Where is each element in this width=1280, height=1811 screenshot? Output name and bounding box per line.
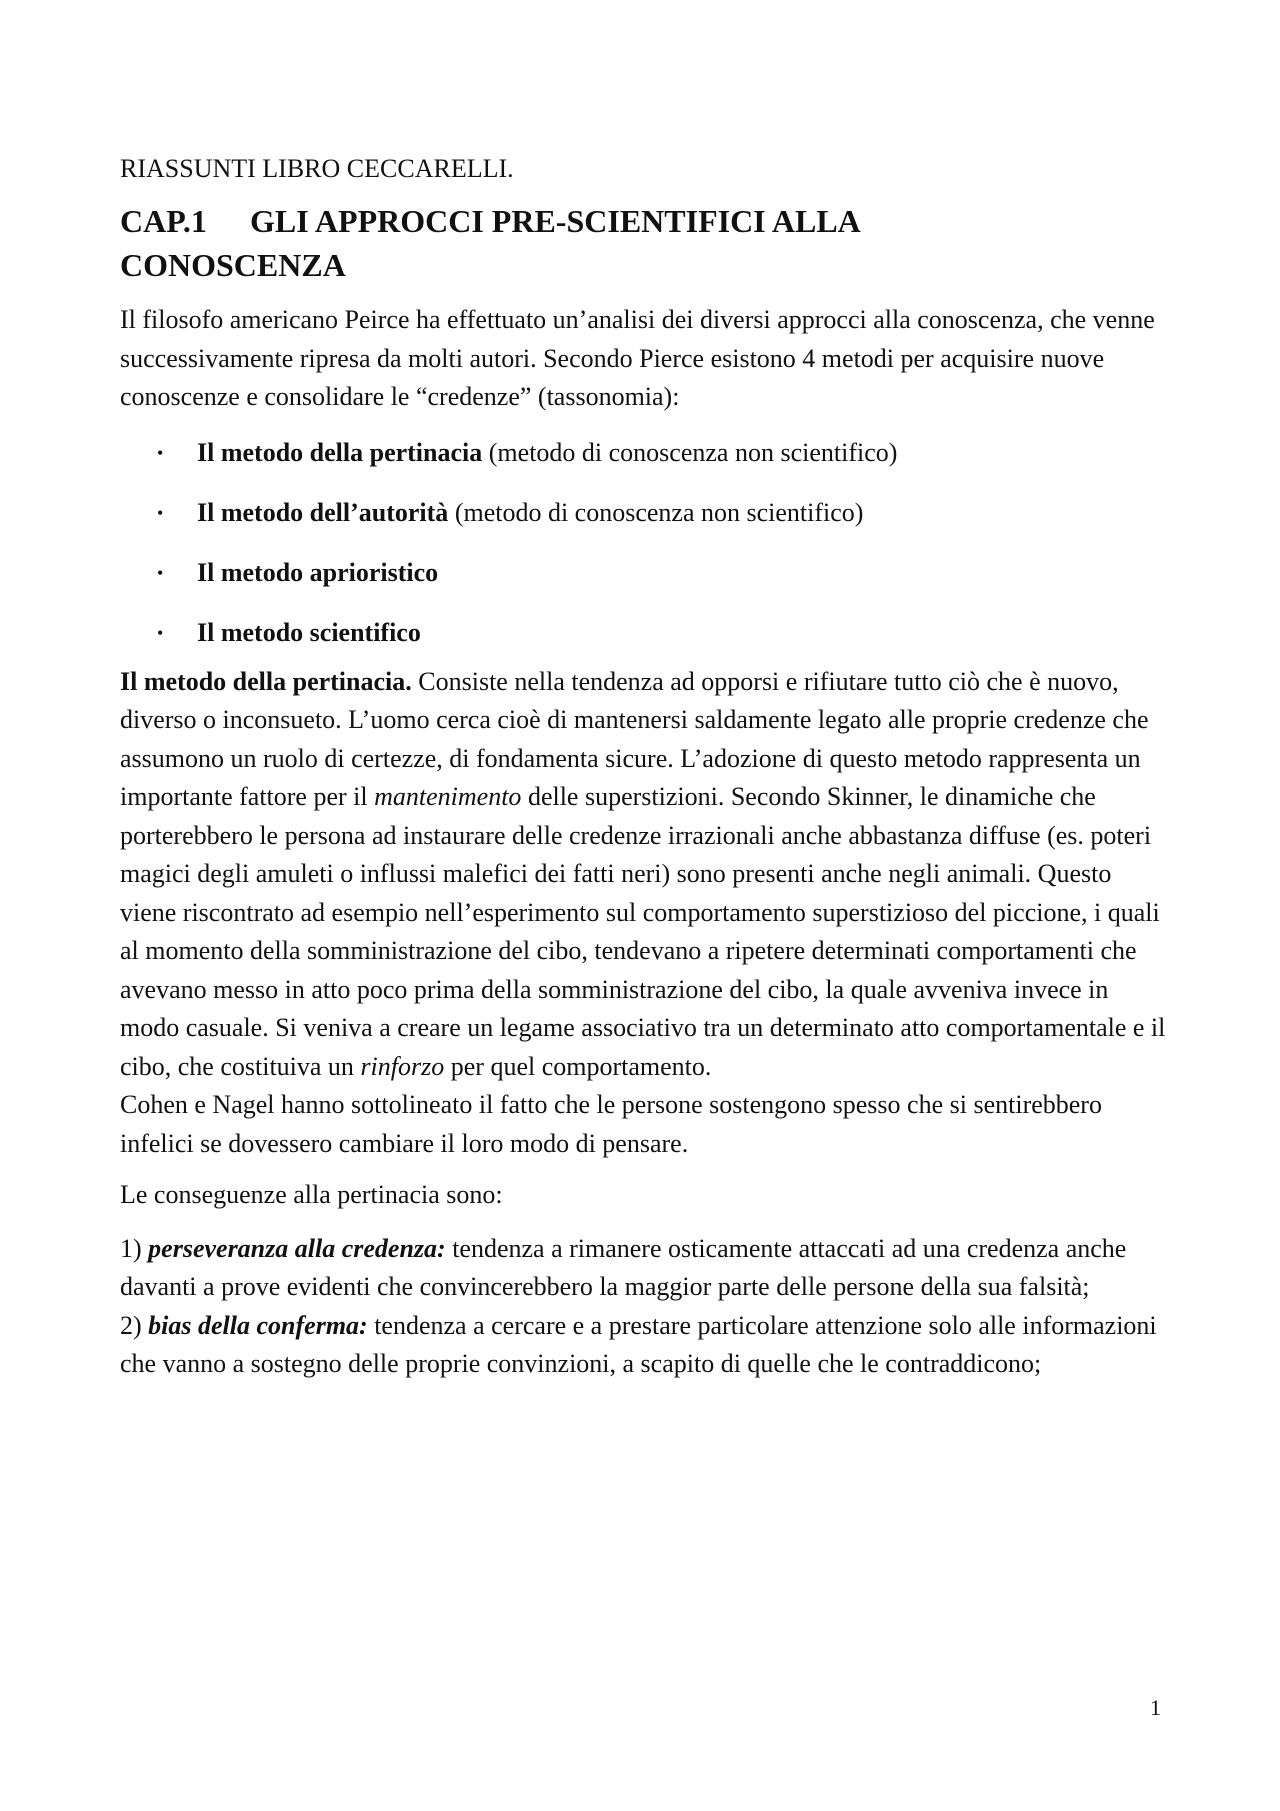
pertinacia-text-1: Consiste nella tendenza ad opporsi e rifiutare tutto ciò che è nuovo, diverso o inconsueto. L’uomo cerca cioè di mantenersi saldamente legato alle proprie credenze che assumono un ruolo di certezze, di fondamenta sicure. L’adozione di questo metodo rappresenta un importante fattore per il: [120, 666, 1149, 811]
consequence-number: 1): [120, 1233, 149, 1263]
pertinacia-heading: Il metodo della pertinacia.: [120, 666, 412, 696]
method-name: Il metodo della pertinacia: [197, 437, 483, 467]
page-number: 1: [1150, 1695, 1161, 1720]
chapter-heading: [120, 199, 1170, 287]
consequence-number: 2): [120, 1310, 149, 1340]
consequence-text: tendenza a cercare e a prestare particolare attenzione solo alle informazioni che vanno a sostegno delle proprie convinzioni, a scapito di quelle che le contraddicono;: [120, 1310, 1157, 1378]
chapter-number: CAP.1: [120, 203, 207, 239]
list-item: [120, 494, 1170, 532]
chapter-title-line1: GLI APPROCCI PRE-SCIENTIFICI ALLA: [250, 203, 861, 239]
consequence-text: tendenza a rimanere osticamente attaccati ad una credenza anche davanti a prove evidenti che convincerebbero la maggior parte delle persone della sua falsità;: [120, 1233, 1127, 1301]
method-name: Il metodo dell’autorità: [197, 497, 449, 527]
pertinacia-text-3: per quel comportamento.: [444, 1051, 712, 1081]
list-item: [120, 554, 1170, 592]
list-item: [120, 614, 1170, 652]
method-note: (metodo di conoscenza non scientifico): [482, 437, 898, 467]
list-item: [120, 434, 1170, 472]
method-note: (metodo di conoscenza non scientifico): [448, 497, 864, 527]
cohen-nagel-paragraph: Cohen e Nagel hanno sottolineato il fatto che le persone sostengono spesso che si sentirebbero infelici se dovessero cambiare il loro modo di pensare.: [120, 1090, 1102, 1158]
pertinacia-italic-2: rinforzo: [360, 1051, 445, 1081]
methods-list: [120, 434, 1170, 652]
bullet-icon: •: [157, 622, 164, 643]
consequences-intro: Le conseguenze alla pertinacia sono:: [120, 1180, 503, 1209]
pertinacia-italic-1: mantenimento: [374, 782, 522, 811]
bullet-icon: •: [157, 502, 164, 523]
consequence-term: bias della conferma:: [148, 1310, 368, 1340]
method-name: Il metodo scientifico: [197, 617, 421, 647]
document-title: RIASSUNTI LIBRO CECCARELLI.: [120, 154, 514, 183]
intro-paragraph: Il filosofo americano Peirce ha effettuato un’analisi dei diversi approcci alla conoscenza, che venne successivamente ripresa da molti autori. Secondo Pierce esistono 4 metodi per acquisire nuove conoscenze e consolidare le “credenze” (tassonomia):: [120, 305, 1155, 411]
bullet-icon: •: [157, 442, 164, 463]
pertinacia-text-2: delle superstizioni. Secondo Skinner, le dinamiche che porterebbero le persona ad instaurare delle credenze irrazionali anche abbastanza diffuse (es. poteri magici degli amuleti o influssi malefici dei fatti neri) sono presenti anche negli animali. Questo viene riscontrato ad esempio nell’esperimento sul comportamento superstizioso del piccione, i quali al momento della somministrazione del cibo, tendevano a ripetere determinati comportamenti che avevano messo in atto poco prima della somministrazione del cibo, la quale avveniva invece in modo casuale. Si veniva a creare un legame associativo tra un determinato atto comportamentale e il cibo, che costituiva un: [120, 782, 1166, 1081]
method-name: Il metodo aprioristico: [197, 557, 439, 587]
consequence-term: perseveranza alla credenza:: [148, 1233, 446, 1263]
consequence-item: [120, 1307, 1170, 1384]
consequence-item: [120, 1230, 1170, 1307]
chapter-title-line2: CONOSCENZA: [120, 247, 346, 283]
pertinacia-paragraph: [120, 663, 1170, 1087]
bullet-icon: •: [157, 562, 164, 583]
page-content: [120, 150, 1170, 1384]
